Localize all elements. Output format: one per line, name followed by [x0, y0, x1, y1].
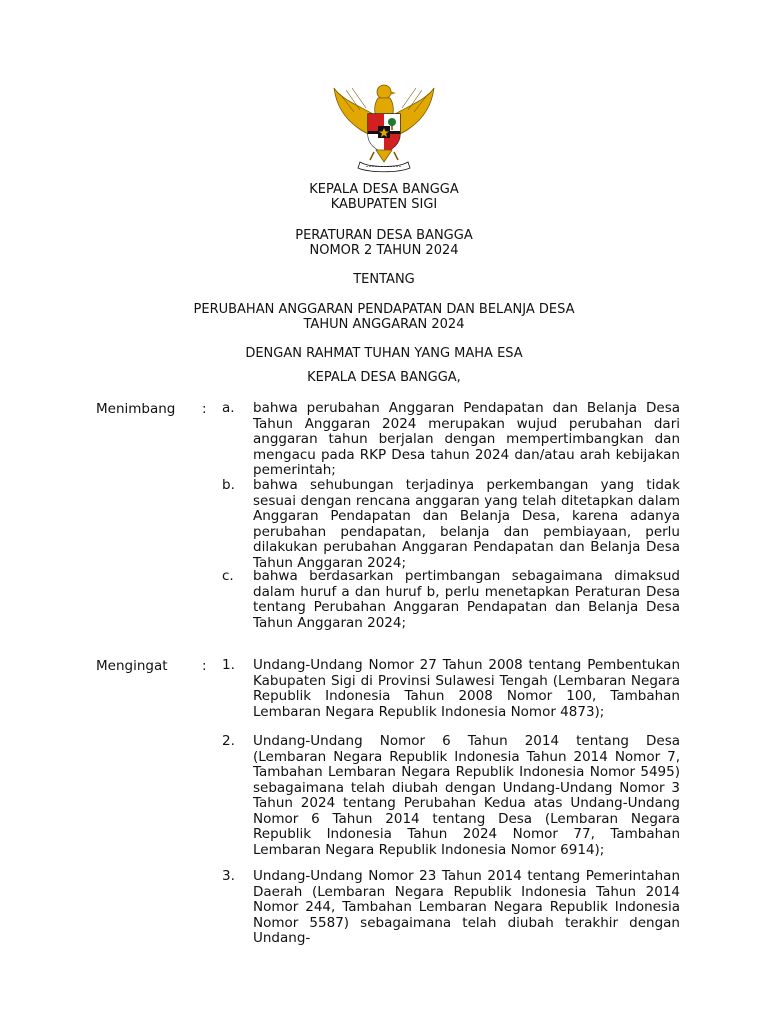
- header-regency: KABUPATEN SIGI: [330, 197, 438, 212]
- item-marker: b.: [222, 477, 235, 493]
- subject-line-2: TAHUN ANGGARAN 2024: [303, 317, 465, 332]
- mengingat-item-2: [222, 734, 680, 858]
- item-marker: a.: [222, 400, 235, 416]
- header-village-head: KEPALA DESA BANGGA: [309, 182, 459, 197]
- item-text: bahwa perubahan Anggaran Pendapatan dan Belanja Desa Tahun Anggaran 2024 merupakan wujud perubahan dari anggaran tahun berjalan dengan mempertimbangkan dan mengacu pada RKP Desa tahun 2024 dan/atau arah kebijakan pemerintah;: [253, 400, 680, 478]
- item-text: Undang-Undang Nomor 27 Tahun 2008 tentang Pembentukan Kabupaten Sigi di Provinsi Sulawesi Tengah (Lembaran Negara Republik Indonesia Tahun 2008 Nomor 100, Tambahan Lembaran Negara Republik Indonesia Nomor 4873);: [253, 657, 680, 720]
- menimbang-colon: :: [202, 401, 207, 417]
- item-marker: c.: [222, 568, 234, 584]
- subject-line-1: PERUBAHAN ANGGARAN PENDAPATAN DAN BELANJA DESA: [193, 302, 575, 317]
- tentang-heading: TENTANG: [353, 272, 415, 287]
- item-text: bahwa sehubungan terjadinya perkembangan yang tidak sesuai dengan rencana anggaran yang telah ditetapkan dalam Anggaran Pendapatan dan Belanja Desa, karena adanya perubahan pendapatan, belanja dan pembiayaan, perlu dilakukan perubahan Anggaran Pendapatan dan Belanja Desa Tahun Anggaran 2024;: [253, 477, 680, 571]
- enacting-authority: KEPALA DESA BANGGA,: [307, 370, 461, 385]
- menimbang-item-a: [222, 401, 680, 479]
- menimbang-item-c: [222, 569, 680, 631]
- item-marker: 3.: [222, 868, 235, 884]
- mengingat-item-1: [222, 658, 680, 720]
- regulation-name: PERATURAN DESA BANGGA: [295, 228, 473, 243]
- mengingat-label: Mengingat: [96, 658, 168, 674]
- garuda-pancasila-emblem: [330, 78, 438, 174]
- regulation-number: NOMOR 2 TAHUN 2024: [309, 243, 459, 258]
- item-text: Undang-Undang Nomor 23 Tahun 2014 tentang Pemerintahan Daerah (Lembaran Negara Republik Indonesia Tahun 2014 Nomor 244, Tambahan Lembaran Negara Republik Indonesia Nomor 5587) sebagaimana telah diubah terakhir dengan Undang-: [253, 868, 680, 946]
- regulation-title-block: [0, 228, 768, 258]
- mengingat-colon: :: [202, 658, 207, 674]
- header-title-block: [0, 182, 768, 212]
- item-marker: 2.: [222, 733, 235, 749]
- invocation: DENGAN RAHMAT TUHAN YANG MAHA ESA: [245, 346, 523, 361]
- subject-block: [0, 302, 768, 332]
- menimbang-item-b: [222, 478, 680, 571]
- mengingat-item-3: [222, 869, 680, 947]
- item-text: bahwa berdasarkan pertimbangan sebagaimana dimaksud dalam huruf a dan huruf b, perlu menetapkan Peraturan Desa tentang Perubahan Anggaran Pendapatan dan Belanja Desa Tahun Anggaran 2024;: [253, 568, 680, 631]
- item-text: Undang-Undang Nomor 6 Tahun 2014 tentang Desa (Lembaran Negara Republik Indonesia Tahun 2014 Nomor 7, Tambahan Lembaran Negara Republik Indonesia Nomor 5495) sebagaimana telah diubah dengan Undang-Undang Nomor 3 Tahun 2024 tentang Perubahan Kedua atas Undang-Undang Nomor 6 Tahun 2014 tentang Desa (Lembaran Negara Republik Indonesia Tahun 2024 Nomor 77, Tambahan Lembaran Negara Republik Indonesia Nomor 6914);: [253, 733, 680, 858]
- item-marker: 1.: [222, 657, 235, 673]
- menimbang-label: Menimbang: [96, 401, 176, 417]
